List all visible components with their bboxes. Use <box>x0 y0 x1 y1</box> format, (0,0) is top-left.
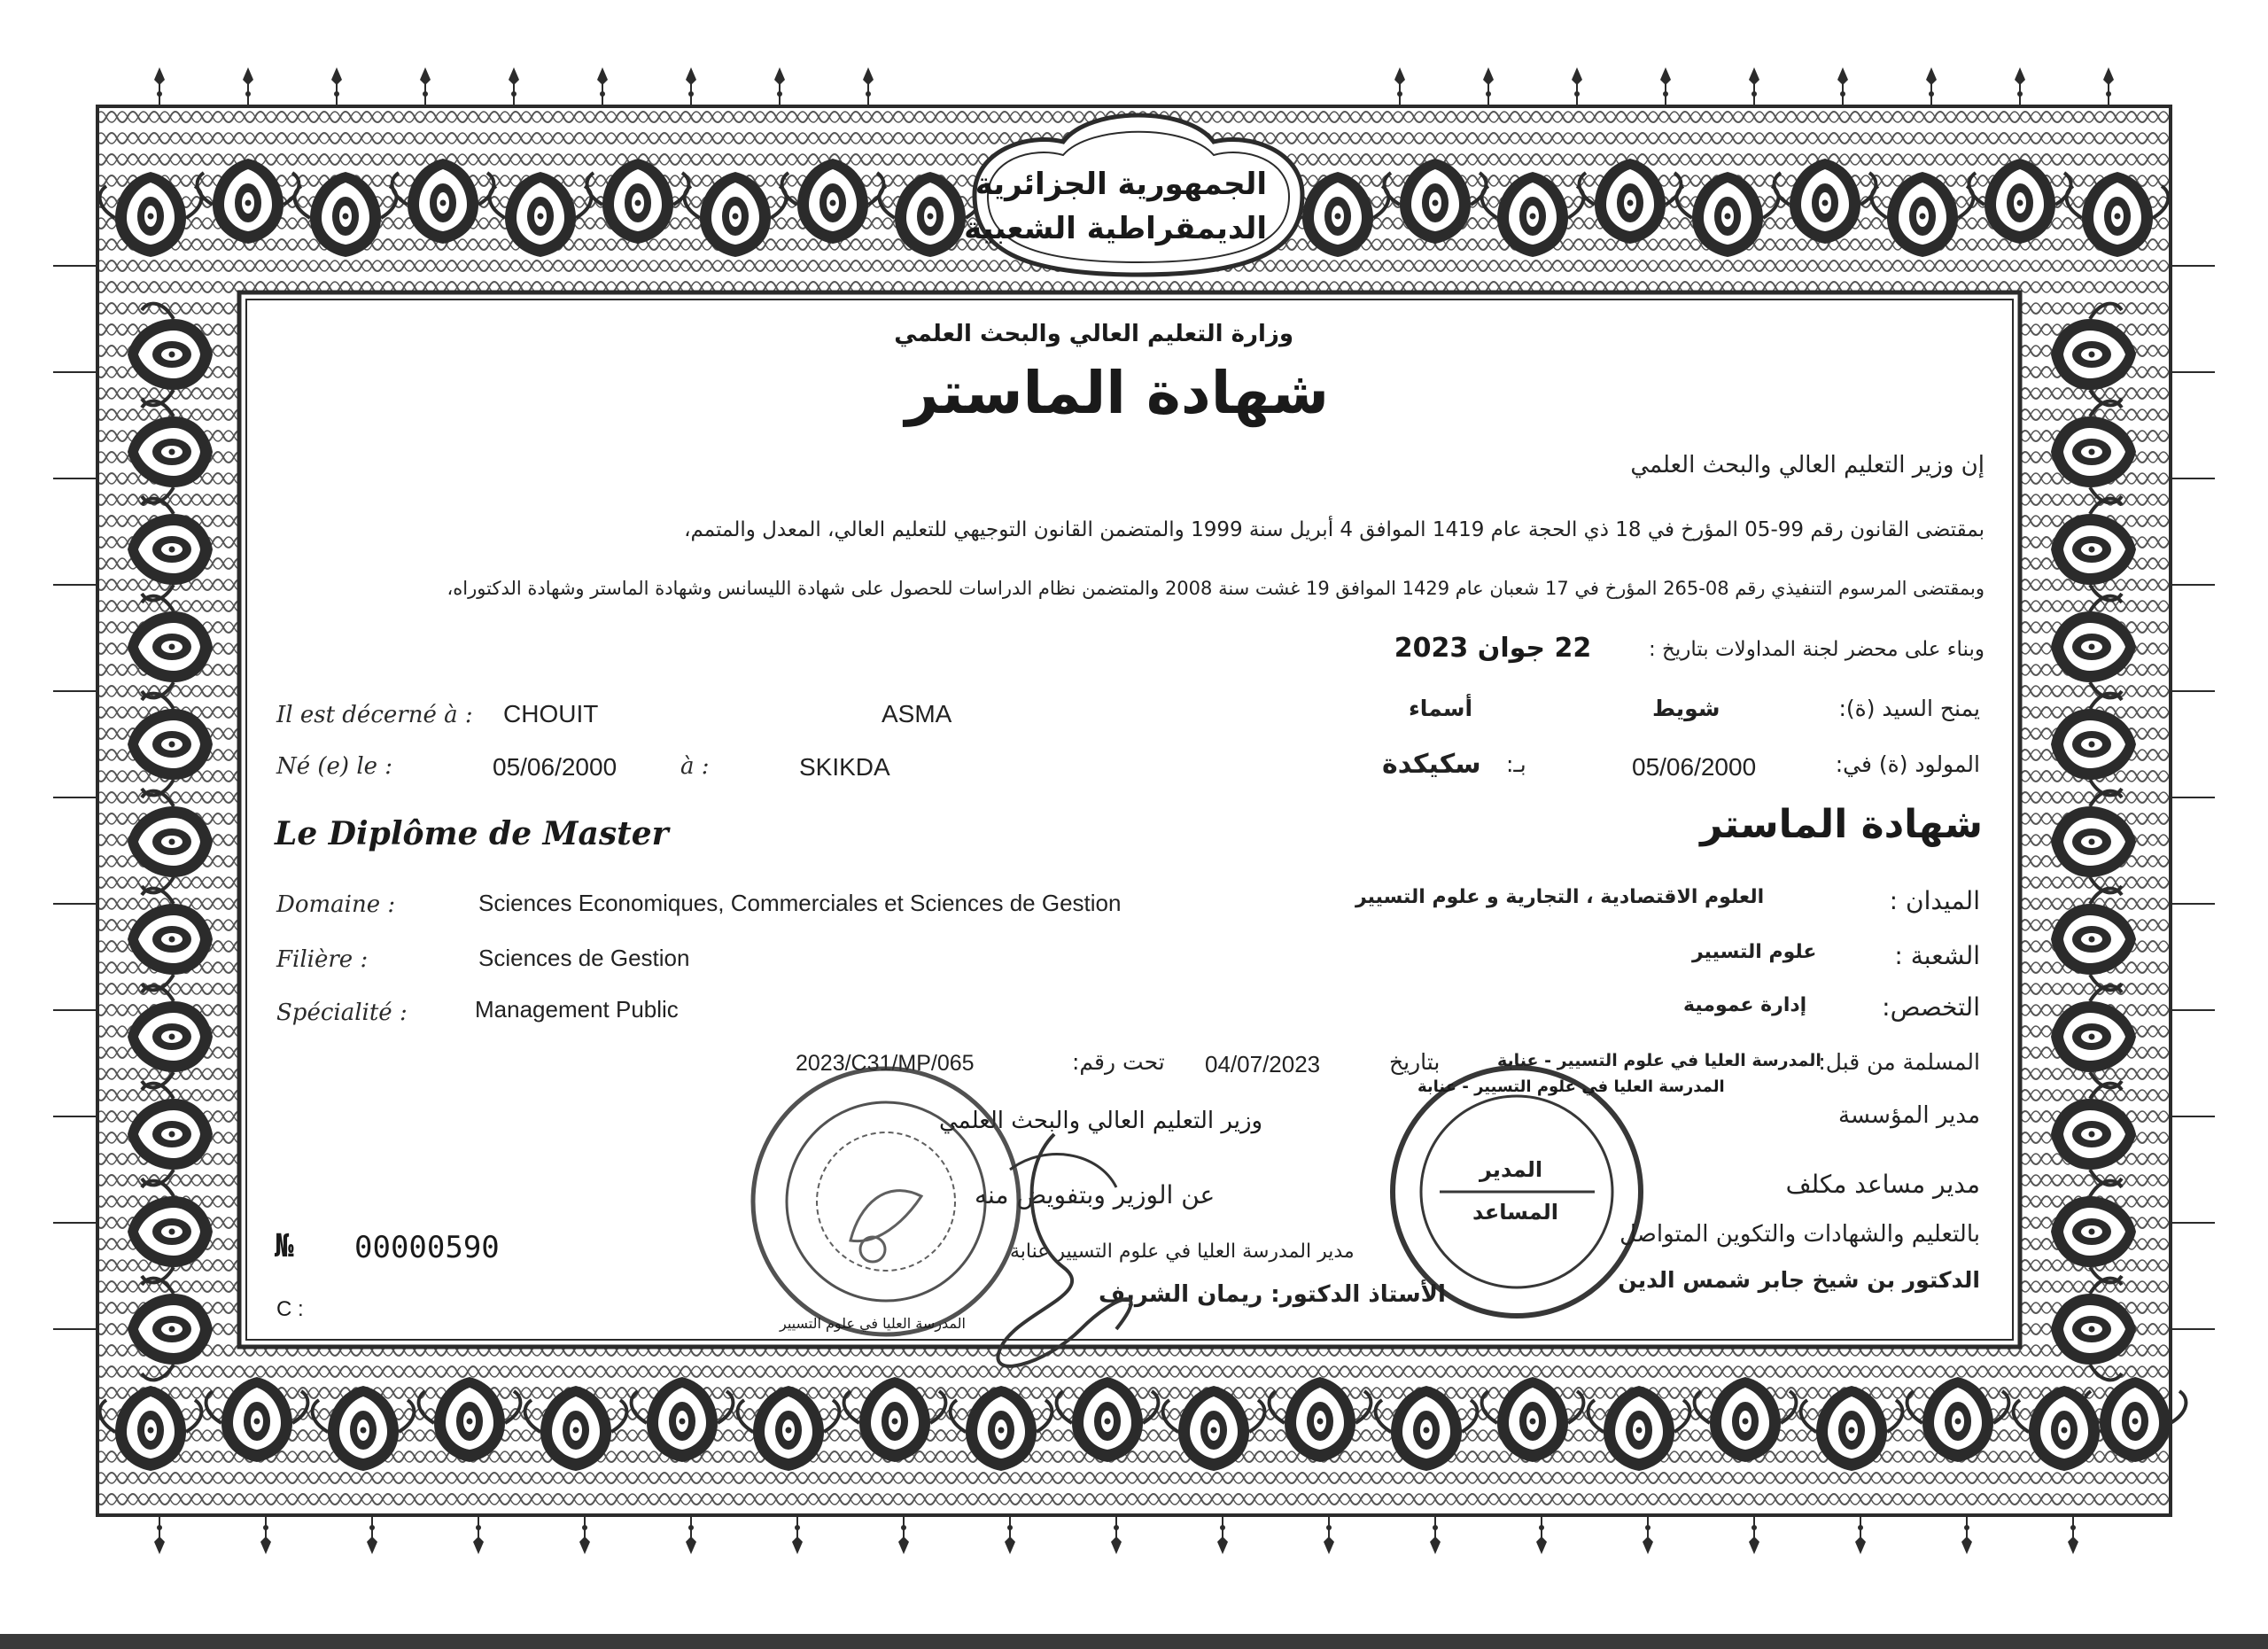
at-label-fr: à : <box>680 753 710 780</box>
director-title: مدير المؤسسة <box>1838 1102 1980 1129</box>
serial-number: 00000590 <box>354 1230 500 1265</box>
birth-place-ar: سكيكدة <box>1382 749 1481 780</box>
c-label: C : <box>276 1297 304 1321</box>
specialty-label-fr: Spécialité : <box>276 1000 408 1026</box>
issued-by-label: المسلمة من قبل: <box>1818 1049 1980 1075</box>
right-stamp-ring-text: المدرسة العليا في علوم التسيير - عنابة <box>1418 1077 1725 1096</box>
born-label-fr: Né (e) le : <box>276 753 393 780</box>
field-label-ar: الشعبة : <box>1894 941 1980 970</box>
deputy-director-name: الدكتور بن شيخ جابر شمس الدين <box>1618 1267 1980 1293</box>
field-label-fr: Filière : <box>276 946 369 973</box>
awarded-label-fr: Il est décerné à : <box>276 702 473 728</box>
left-stamp-ring-text: المدرسة العليا في علوم التسيير <box>780 1315 966 1332</box>
holder-firstname-ar: أسماء <box>1409 696 1473 721</box>
director-institution: مدير المدرسة العليا في علوم التسيير عنابة <box>1010 1241 1355 1263</box>
domain-fr: Sciences Economiques, Commerciales et Sciences de Gestion <box>478 890 1122 916</box>
awarded-label-ar: يمنح السيد (ة): <box>1838 696 1980 721</box>
field-fr: Sciences de Gestion <box>478 945 690 971</box>
birth-date-ar: 05/06/2000 <box>1632 753 1757 781</box>
republic-line-1: الجمهورية الجزائرية <box>975 167 1267 202</box>
preamble-line-3: وبمقتضى المرسوم التنفيذي رقم 08-265 المؤرخ في 17 شعبان عام 1429 الموافق 19 غشت سنة 2008 والمتضمن نظام الدراسات للحصول على شهادة الليسانس وشهادة الماستر وشهادة الدكتوراه، <box>447 578 1984 599</box>
field-ar: علوم التسيير <box>1692 941 1817 963</box>
specialty-fr: Management Public <box>475 996 679 1023</box>
born-label-ar: المولود (ة) في: <box>1835 751 1980 777</box>
diploma-title-ar: شهادة الماستر <box>905 359 1329 427</box>
preamble-line-2: بمقتضى القانون رقم 99-05 المؤرخ في 18 ذي الحجة عام 1419 الموافق 4 أبريل سنة 1999 والمتضمن القانون التوجيهي للتعليم العالي، المعدل والمتمم، <box>684 518 1984 541</box>
issuance-number: 2023/C31/MP/065 <box>796 1051 975 1076</box>
minister-title: وزير التعليم العالي والبحث العلمي <box>939 1108 1263 1134</box>
birth-place: SKIKDA <box>799 753 890 781</box>
ministry-name: وزارة التعليم العالي والبحث العلمي <box>894 321 1293 347</box>
issuance-date-label: بتاريخ <box>1389 1049 1441 1075</box>
republic-line-2: الديمقراطية الشعبية <box>964 211 1267 246</box>
diploma-title-ar-small: شهادة الماستر <box>1700 802 1983 847</box>
at-label-ar: بـ: <box>1506 751 1526 777</box>
deputy-director-line-2: بالتعليم والشهادات والتكوين المتواصل <box>1619 1221 1980 1248</box>
director-name: الأستاذ الدكتور: ريمان الشريف <box>1099 1281 1446 1308</box>
specialty-ar: إدارة عمومية <box>1683 994 1807 1016</box>
issuance-date: 04/07/2023 <box>1205 1051 1321 1077</box>
holder-surname: CHOUIT <box>503 700 599 727</box>
domain-label-fr: Domaine : <box>276 891 396 918</box>
deliberation-date: 22 جوان 2023 <box>1394 633 1592 664</box>
scan-edge-bar <box>0 1634 2268 1649</box>
preamble-line-1: إن وزير التعليم العالي والبحث العلمي <box>1630 452 1984 478</box>
diploma-title-fr: Le Diplôme de Master <box>275 815 669 852</box>
specialty-label-ar: التخصص: <box>1882 992 1980 1022</box>
domain-ar: العلوم الاقتصادية ، التجارية و علوم التسيير <box>1355 886 1765 908</box>
holder-surname-ar: شويط <box>1652 696 1720 721</box>
serial-label: № <box>275 1228 294 1264</box>
issuance-number-label: تحت رقم: <box>1072 1049 1165 1075</box>
birth-date: 05/06/2000 <box>493 753 617 781</box>
stamp-center-text-2: المساعد <box>1472 1200 1559 1225</box>
domain-label-ar: الميدان : <box>1889 886 1980 915</box>
issuing-institution: المدرسة العليا في علوم التسيير - عنابة <box>1497 1051 1821 1070</box>
stamp-center-text-1: المدير <box>1480 1157 1543 1182</box>
preamble-deliberation-label: وبناء على محضر لجنة المداولات بتاريخ : <box>1648 638 1984 661</box>
deputy-director-line-1: مدير مساعد مكلف <box>1785 1170 1980 1199</box>
minister-delegation: عن الوزير وبتفويض منه <box>975 1180 1216 1210</box>
holder-firstname: ASMA <box>882 700 952 727</box>
